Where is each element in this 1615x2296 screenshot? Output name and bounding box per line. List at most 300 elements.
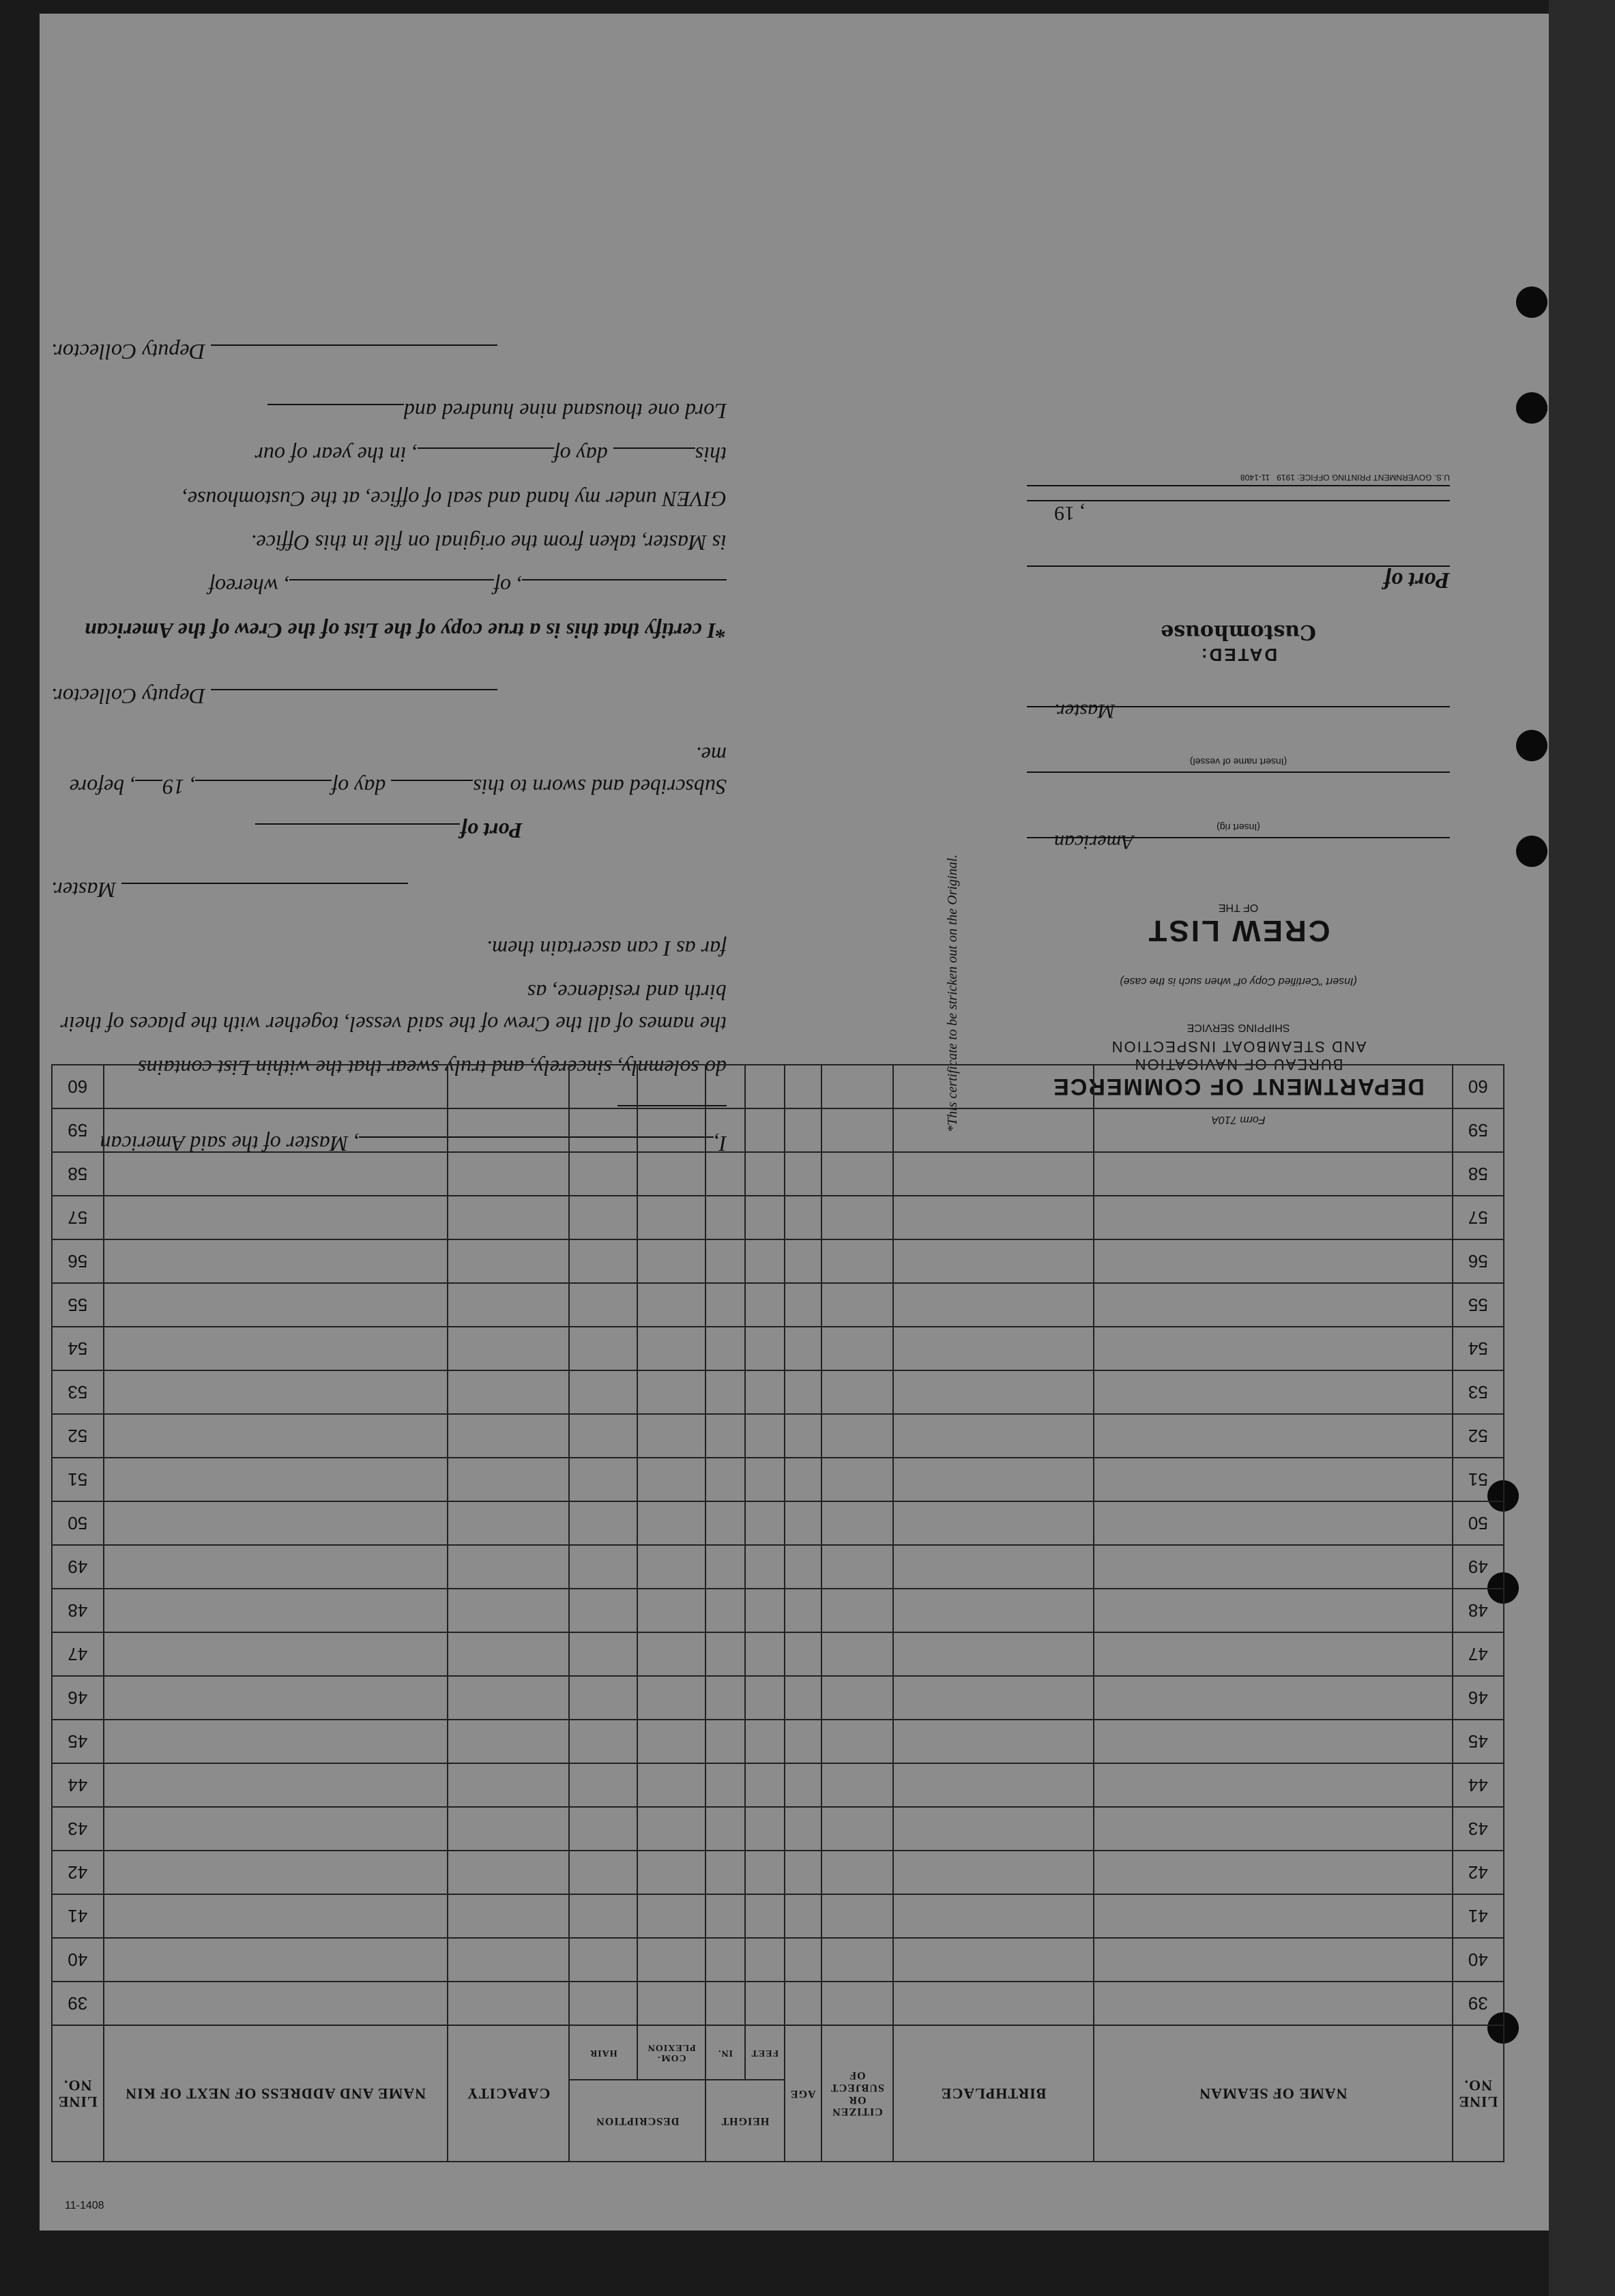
- capacity-cell[interactable]: [448, 1458, 570, 1501]
- citizen-cell[interactable]: [821, 1982, 893, 2025]
- capacity-cell[interactable]: [448, 1370, 570, 1414]
- complexion-cell[interactable]: [637, 1894, 705, 1938]
- age-cell[interactable]: [785, 1982, 821, 2025]
- crew-table-body: [52, 1065, 1504, 2025]
- seaman-name-cell[interactable]: [1094, 1108, 1452, 1152]
- printer-name: U.S. GOVERNMENT PRINTING OFFICE: 1919: [1277, 473, 1450, 482]
- inches-cell[interactable]: [705, 1894, 745, 1938]
- hair-cell[interactable]: [569, 1283, 637, 1327]
- birthplace-cell[interactable]: [893, 1763, 1094, 1807]
- line-number-right: 39: [52, 1982, 104, 2025]
- next-of-kin-cell[interactable]: [104, 1065, 448, 1108]
- master-field[interactable]: Master.: [1027, 706, 1450, 722]
- birthplace-cell[interactable]: [893, 1720, 1094, 1763]
- subscribed-text: Subscribed and sworn to this: [473, 774, 727, 799]
- vessel-name-blank[interactable]: [522, 579, 727, 580]
- complexion-cell[interactable]: [637, 1196, 705, 1239]
- next-of-kin-cell[interactable]: [104, 1589, 448, 1632]
- complexion-cell[interactable]: [637, 1458, 705, 1501]
- age-cell[interactable]: [785, 1239, 821, 1283]
- inches-cell[interactable]: [705, 1414, 745, 1458]
- given-month-blank[interactable]: [418, 447, 554, 449]
- citizen-cell[interactable]: [821, 1501, 893, 1545]
- line-number: 55: [1453, 1283, 1504, 1327]
- age-cell[interactable]: [785, 1763, 821, 1807]
- hair-cell[interactable]: [569, 1501, 637, 1545]
- citizen-cell[interactable]: [821, 1807, 893, 1851]
- citizen-cell[interactable]: [821, 1196, 893, 1239]
- citizen-cell[interactable]: [821, 1632, 893, 1676]
- feet-cell[interactable]: [745, 1065, 785, 1108]
- inches-cell[interactable]: [705, 1676, 745, 1720]
- seaman-name-cell[interactable]: [1094, 1370, 1452, 1414]
- complexion-cell[interactable]: [637, 1763, 705, 1807]
- next-of-kin-cell[interactable]: [104, 1108, 448, 1152]
- birthplace-cell[interactable]: [893, 1632, 1094, 1676]
- complexion-cell[interactable]: [637, 1720, 705, 1763]
- hair-cell[interactable]: [569, 1545, 637, 1589]
- citizen-cell[interactable]: [821, 1283, 893, 1327]
- next-of-kin-cell[interactable]: [104, 1370, 448, 1414]
- line-number-right: 44: [52, 1763, 104, 1807]
- next-of-kin-cell[interactable]: [104, 1501, 448, 1545]
- citizen-cell[interactable]: [821, 1414, 893, 1458]
- feet-cell[interactable]: [745, 1807, 785, 1851]
- inches-cell[interactable]: [705, 1982, 745, 2025]
- seaman-name-cell[interactable]: [1094, 1851, 1452, 1894]
- inches-cell[interactable]: [705, 1370, 745, 1414]
- line-number: 45: [1453, 1720, 1504, 1763]
- whereof-text: , whereof: [209, 574, 290, 600]
- birthplace-cell[interactable]: [893, 1676, 1094, 1720]
- capacity-cell[interactable]: [448, 1545, 570, 1589]
- given-day-blank[interactable]: [613, 447, 695, 449]
- feet-cell[interactable]: [745, 1545, 785, 1589]
- year-blank[interactable]: [135, 780, 162, 781]
- complexion-cell[interactable]: [637, 1239, 705, 1283]
- line-number: 52: [1453, 1414, 1504, 1458]
- citizen-cell[interactable]: [821, 1065, 893, 1108]
- port-blank[interactable]: [255, 823, 460, 825]
- complexion-cell[interactable]: [637, 1152, 705, 1196]
- feet-cell[interactable]: [745, 1894, 785, 1938]
- header-feet: FEET: [745, 2025, 785, 2080]
- capacity-cell[interactable]: [448, 1501, 570, 1545]
- age-cell[interactable]: [785, 1807, 821, 1851]
- line-number: 43: [1453, 1807, 1504, 1851]
- next-of-kin-cell[interactable]: [104, 1239, 448, 1283]
- seaman-name-cell[interactable]: [1094, 1938, 1452, 1982]
- birthplace-cell[interactable]: [893, 1589, 1094, 1632]
- inches-cell[interactable]: [705, 1632, 745, 1676]
- oath-i: I,: [714, 1132, 727, 1156]
- inches-cell[interactable]: [705, 1458, 745, 1501]
- inches-cell[interactable]: [705, 1065, 745, 1108]
- insert-rig-caption: (Insert rig): [1217, 822, 1260, 833]
- citizen-cell[interactable]: [821, 1370, 893, 1414]
- seaman-name-cell[interactable]: [1094, 1414, 1452, 1458]
- citizen-cell[interactable]: [821, 1108, 893, 1152]
- complexion-cell[interactable]: [637, 1108, 705, 1152]
- port-of-field[interactable]: Port of: [1027, 565, 1450, 593]
- complexion-cell[interactable]: [637, 1065, 705, 1108]
- birthplace-cell[interactable]: [893, 1807, 1094, 1851]
- header-height: HEIGHT: [705, 2080, 785, 2162]
- next-of-kin-cell[interactable]: [104, 1938, 448, 1982]
- citizen-cell[interactable]: [821, 1458, 893, 1501]
- seaman-name-cell[interactable]: [1094, 1676, 1452, 1720]
- complexion-cell[interactable]: [637, 1632, 705, 1676]
- inches-cell[interactable]: [705, 1108, 745, 1152]
- insert-certified-note: (Insert "Certified Copy of" when such is the case): [1120, 975, 1357, 987]
- home-port-blank[interactable]: [289, 579, 494, 580]
- birthplace-cell[interactable]: [893, 1894, 1094, 1938]
- shipping-service: SHIPPING SERVICE: [1187, 1022, 1290, 1033]
- seaman-name-cell[interactable]: [1094, 1632, 1452, 1676]
- master-signature[interactable]: [121, 883, 408, 884]
- birthplace-cell[interactable]: [893, 1196, 1094, 1239]
- table-row: [52, 1894, 1504, 1938]
- capacity-cell[interactable]: [448, 1763, 570, 1807]
- hair-cell[interactable]: [569, 1108, 637, 1152]
- capacity-cell[interactable]: [448, 1589, 570, 1632]
- given-text: GIVEN under my hand and seal of office, at the Customhouse,: [181, 486, 727, 512]
- line-number-right: 54: [52, 1327, 104, 1370]
- hair-cell[interactable]: [569, 1327, 637, 1370]
- table-row: [52, 1720, 1504, 1763]
- complexion-cell[interactable]: [637, 1807, 705, 1851]
- hair-cell[interactable]: [569, 1982, 637, 2025]
- inches-cell[interactable]: [705, 1327, 745, 1370]
- seaman-name-cell[interactable]: [1094, 1807, 1452, 1851]
- table-row: [52, 1283, 1504, 1327]
- given-year-blank[interactable]: [267, 404, 404, 405]
- next-of-kin-cell[interactable]: [104, 1545, 448, 1589]
- next-of-kin-cell[interactable]: [104, 1414, 448, 1458]
- feet-cell[interactable]: [745, 1763, 785, 1807]
- age-cell[interactable]: [785, 1938, 821, 1982]
- citizen-cell[interactable]: [821, 1589, 893, 1632]
- inches-cell[interactable]: [705, 1196, 745, 1239]
- line-number: 58: [1453, 1152, 1504, 1196]
- feet-cell[interactable]: [745, 1589, 785, 1632]
- inches-cell[interactable]: [705, 1807, 745, 1851]
- complexion-cell[interactable]: [637, 1327, 705, 1370]
- inches-cell[interactable]: [705, 1851, 745, 1894]
- next-of-kin-cell[interactable]: [104, 1720, 448, 1763]
- complexion-cell[interactable]: [637, 1414, 705, 1458]
- footnote: *This certificate to be stricken out on the Original.: [945, 854, 960, 1132]
- oath-line-4: far as I can ascertain them.: [486, 937, 727, 962]
- port-label: Port of: [460, 819, 523, 844]
- birthplace-cell[interactable]: [893, 1239, 1094, 1283]
- crew-table-section: [51, 1064, 1504, 2162]
- citizen-cell[interactable]: [821, 1894, 893, 1938]
- age-cell[interactable]: [785, 1283, 821, 1327]
- feet-cell[interactable]: [745, 1676, 785, 1720]
- inches-cell[interactable]: [705, 1720, 745, 1763]
- inches-cell[interactable]: [705, 1545, 745, 1589]
- capacity-cell[interactable]: [448, 1196, 570, 1239]
- seaman-name-cell[interactable]: [1094, 1239, 1452, 1283]
- oath-line-2: do solemnly, sincerely, and truly swear that the within List contains: [138, 1056, 727, 1081]
- feet-cell[interactable]: [745, 1501, 785, 1545]
- printer-code: 11-1408: [1240, 473, 1270, 482]
- capacity-cell[interactable]: [448, 1676, 570, 1720]
- header-age: AGE: [785, 2025, 821, 2162]
- age-cell[interactable]: [785, 1414, 821, 1458]
- line-number: 49: [1453, 1545, 1504, 1589]
- feet-cell[interactable]: [745, 1108, 785, 1152]
- punch-hole: [1516, 730, 1547, 761]
- rig-field[interactable]: American: [1027, 837, 1450, 853]
- form-title: CREW LIST: [1146, 914, 1330, 947]
- hair-cell[interactable]: [569, 1720, 637, 1763]
- seaman-name-cell[interactable]: [1094, 1982, 1452, 2025]
- seaman-name-cell[interactable]: [1094, 1458, 1452, 1501]
- form-number: Form 710A: [1211, 1114, 1266, 1125]
- hair-cell[interactable]: [569, 1458, 637, 1501]
- feet-cell[interactable]: [745, 1196, 785, 1239]
- hair-cell[interactable]: [569, 1152, 637, 1196]
- deputy-signature-1[interactable]: [211, 689, 497, 690]
- feet-cell[interactable]: [745, 1327, 785, 1370]
- feet-cell[interactable]: [745, 1458, 785, 1501]
- age-cell[interactable]: [785, 1152, 821, 1196]
- age-cell[interactable]: [785, 1327, 821, 1370]
- deputy-signature-2[interactable]: [211, 344, 497, 346]
- punch-hole: [1516, 836, 1547, 867]
- line-number-right: 40: [52, 1938, 104, 1982]
- capacity-cell[interactable]: [448, 1851, 570, 1894]
- birthplace-cell[interactable]: [893, 1283, 1094, 1327]
- birthplace-cell[interactable]: [893, 1152, 1094, 1196]
- certify-text: *I certify that this is a true copy of the List of the Crew of the American: [84, 618, 727, 643]
- table-row: [52, 1501, 1504, 1545]
- complexion-cell[interactable]: [637, 1501, 705, 1545]
- feet-cell[interactable]: [745, 1632, 785, 1676]
- inches-cell[interactable]: [705, 1589, 745, 1632]
- birthplace-cell[interactable]: [893, 1545, 1094, 1589]
- hair-cell[interactable]: [569, 1239, 637, 1283]
- feet-cell[interactable]: [745, 1720, 785, 1763]
- seaman-name-cell[interactable]: [1094, 1589, 1452, 1632]
- complexion-cell[interactable]: [637, 1938, 705, 1982]
- complexion-cell[interactable]: [637, 1982, 705, 2025]
- next-of-kin-cell[interactable]: [104, 1632, 448, 1676]
- next-of-kin-cell[interactable]: [104, 1676, 448, 1720]
- birthplace-cell[interactable]: [893, 1501, 1094, 1545]
- seaman-name-cell[interactable]: [1094, 1894, 1452, 1938]
- capacity-cell[interactable]: [448, 1152, 570, 1196]
- this-text: this: [695, 443, 727, 468]
- birthplace-cell[interactable]: [893, 1108, 1094, 1152]
- next-of-kin-cell[interactable]: [104, 1458, 448, 1501]
- next-of-kin-cell[interactable]: [104, 1807, 448, 1851]
- date-field[interactable]: , 19: [1027, 500, 1450, 525]
- feet-cell[interactable]: [745, 1851, 785, 1894]
- citizen-cell[interactable]: [821, 1938, 893, 1982]
- hair-cell[interactable]: [569, 1065, 637, 1108]
- hair-cell[interactable]: [569, 1807, 637, 1851]
- seaman-name-cell[interactable]: [1094, 1545, 1452, 1589]
- complexion-cell[interactable]: [637, 1851, 705, 1894]
- birthplace-cell[interactable]: [893, 1982, 1094, 2025]
- seaman-name-cell[interactable]: [1094, 1065, 1452, 1108]
- age-cell[interactable]: [785, 1720, 821, 1763]
- capacity-cell[interactable]: [448, 1938, 570, 1982]
- inches-cell[interactable]: [705, 1283, 745, 1327]
- line-number-right: 53: [52, 1370, 104, 1414]
- header-citizen: CITIZEN OR SUBJECT OF: [821, 2025, 893, 2162]
- next-of-kin-cell[interactable]: [104, 1763, 448, 1807]
- complexion-cell[interactable]: [637, 1589, 705, 1632]
- header-line-no-right: LINE NO.: [52, 2025, 104, 2162]
- capacity-cell[interactable]: [448, 1414, 570, 1458]
- age-cell[interactable]: [785, 1545, 821, 1589]
- capacity-cell[interactable]: [448, 1807, 570, 1851]
- birthplace-cell[interactable]: [893, 1414, 1094, 1458]
- birthplace-cell[interactable]: [893, 1370, 1094, 1414]
- age-cell[interactable]: [785, 1458, 821, 1501]
- capacity-cell[interactable]: [448, 1327, 570, 1370]
- header-inches: IN.: [705, 2025, 745, 2080]
- line-number-right: 58: [52, 1152, 104, 1196]
- punch-hole: [1516, 286, 1547, 318]
- of-text: , of: [494, 574, 522, 600]
- hair-cell[interactable]: [569, 1676, 637, 1720]
- next-of-kin-cell[interactable]: [104, 1283, 448, 1327]
- birthplace-cell[interactable]: [893, 1938, 1094, 1982]
- citizen-cell[interactable]: [821, 1676, 893, 1720]
- line-number-right: 55: [52, 1283, 104, 1327]
- table-row: [52, 1676, 1504, 1720]
- feet-cell[interactable]: [745, 1370, 785, 1414]
- age-cell[interactable]: [785, 1894, 821, 1938]
- complexion-cell[interactable]: [637, 1545, 705, 1589]
- feet-cell[interactable]: [745, 1982, 785, 2025]
- hair-cell[interactable]: [569, 1938, 637, 1982]
- table-row: [52, 1807, 1504, 1851]
- hair-cell[interactable]: [569, 1196, 637, 1239]
- birthplace-cell[interactable]: [893, 1065, 1094, 1108]
- vessel-name-field[interactable]: [1027, 771, 1450, 788]
- birthplace-cell[interactable]: [893, 1851, 1094, 1894]
- hair-cell[interactable]: [569, 1414, 637, 1458]
- citizen-cell[interactable]: [821, 1851, 893, 1894]
- feet-cell[interactable]: [745, 1239, 785, 1283]
- capacity-cell[interactable]: [448, 1632, 570, 1676]
- inches-cell[interactable]: [705, 1152, 745, 1196]
- birthplace-cell[interactable]: [893, 1327, 1094, 1370]
- seaman-name-cell[interactable]: [1094, 1152, 1452, 1196]
- table-row: [52, 1108, 1504, 1152]
- next-of-kin-cell[interactable]: [104, 1327, 448, 1370]
- next-of-kin-cell[interactable]: [104, 1894, 448, 1938]
- capacity-cell[interactable]: [448, 1065, 570, 1108]
- next-of-kin-cell[interactable]: [104, 1851, 448, 1894]
- hair-cell[interactable]: [569, 1632, 637, 1676]
- inches-cell[interactable]: [705, 1938, 745, 1982]
- table-row: [52, 1196, 1504, 1239]
- line-number-right: 46: [52, 1676, 104, 1720]
- citizen-cell[interactable]: [821, 1545, 893, 1589]
- seaman-name-cell[interactable]: [1094, 1720, 1452, 1763]
- header-description: DESCRIPTION: [569, 2080, 705, 2162]
- month-blank[interactable]: [195, 780, 332, 781]
- capacity-cell[interactable]: [448, 1283, 570, 1327]
- inches-cell[interactable]: [705, 1239, 745, 1283]
- deputy-label-1: Deputy Collector.: [51, 684, 205, 709]
- age-cell[interactable]: [785, 1632, 821, 1676]
- age-cell[interactable]: [785, 1065, 821, 1108]
- bureau-line-2: AND STEAMBOAT INSPECTION: [1110, 1038, 1367, 1055]
- day-blank[interactable]: [391, 780, 473, 781]
- complexion-cell[interactable]: [637, 1283, 705, 1327]
- hair-cell[interactable]: [569, 1851, 637, 1894]
- age-cell[interactable]: [785, 1589, 821, 1632]
- feet-cell[interactable]: [745, 1152, 785, 1196]
- feet-cell[interactable]: [745, 1938, 785, 1982]
- hair-cell[interactable]: [569, 1370, 637, 1414]
- age-cell[interactable]: [785, 1501, 821, 1545]
- line-number-right: 52: [52, 1414, 104, 1458]
- complexion-cell[interactable]: [637, 1370, 705, 1414]
- age-cell[interactable]: [785, 1196, 821, 1239]
- capacity-cell[interactable]: [448, 1982, 570, 2025]
- day-of-text-2: day of: [553, 443, 608, 468]
- master-label: Master.: [51, 877, 117, 902]
- birthplace-cell[interactable]: [893, 1458, 1094, 1501]
- oath-line-3: the names of all the Crew of the said vessel, together with the places of their birth and residence, as: [60, 980, 727, 1037]
- citizen-cell[interactable]: [821, 1152, 893, 1196]
- age-cell[interactable]: [785, 1108, 821, 1152]
- citizen-cell[interactable]: [821, 1239, 893, 1283]
- inches-cell[interactable]: [705, 1501, 745, 1545]
- inches-cell[interactable]: [705, 1763, 745, 1807]
- age-cell[interactable]: [785, 1370, 821, 1414]
- hair-cell[interactable]: [569, 1763, 637, 1807]
- seaman-name-cell[interactable]: [1094, 1327, 1452, 1370]
- next-of-kin-cell[interactable]: [104, 1982, 448, 2025]
- hair-cell[interactable]: [569, 1589, 637, 1632]
- hair-cell[interactable]: [569, 1894, 637, 1938]
- line-number-right: 42: [52, 1851, 104, 1894]
- citizen-cell[interactable]: [821, 1327, 893, 1370]
- capacity-cell[interactable]: [448, 1894, 570, 1938]
- form-title-block: [1000, 75, 1477, 1139]
- seaman-name-cell[interactable]: [1094, 1501, 1452, 1545]
- next-of-kin-cell[interactable]: [104, 1152, 448, 1196]
- capacity-cell[interactable]: [448, 1108, 570, 1152]
- seaman-name-cell[interactable]: [1094, 1283, 1452, 1327]
- complexion-cell[interactable]: [637, 1676, 705, 1720]
- seaman-name-cell[interactable]: [1094, 1196, 1452, 1239]
- citizen-cell[interactable]: [821, 1720, 893, 1763]
- age-cell[interactable]: [785, 1851, 821, 1894]
- feet-cell[interactable]: [745, 1414, 785, 1458]
- capacity-cell[interactable]: [448, 1239, 570, 1283]
- age-cell[interactable]: [785, 1676, 821, 1720]
- line-number: 40: [1453, 1938, 1504, 1982]
- seaman-name-cell[interactable]: [1094, 1763, 1452, 1807]
- next-of-kin-cell[interactable]: [104, 1196, 448, 1239]
- citizen-cell[interactable]: [821, 1763, 893, 1807]
- before-me: , before me.: [69, 743, 727, 799]
- feet-cell[interactable]: [745, 1283, 785, 1327]
- table-row: [52, 1982, 1504, 2025]
- capacity-cell[interactable]: [448, 1720, 570, 1763]
